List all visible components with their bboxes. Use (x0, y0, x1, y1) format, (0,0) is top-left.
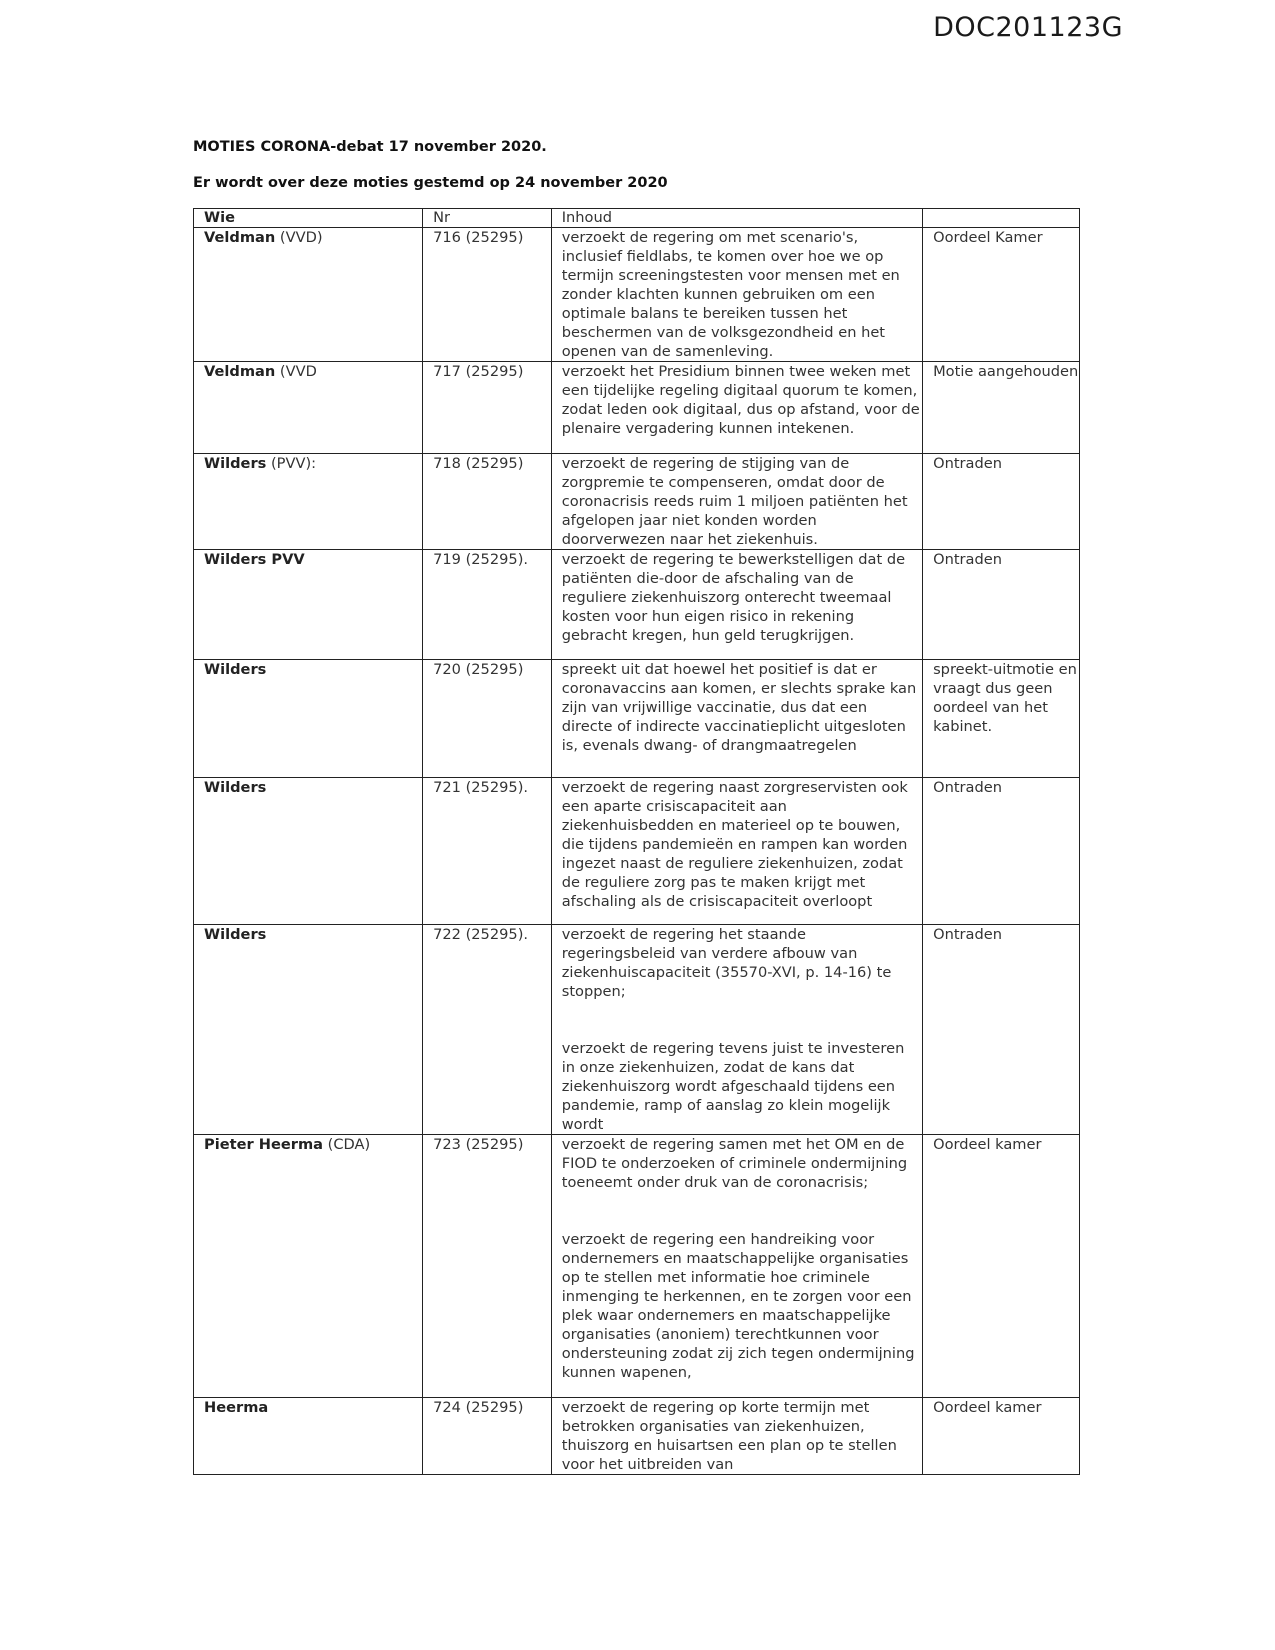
table-row (194, 362, 1080, 454)
header-nr: Nr (423, 209, 552, 228)
member-name: Pieter Heerma (204, 1136, 324, 1153)
motion-text: verzoekt de regering samen met het OM en de FIOD te onderzoeken of criminele ondermijning toeneemt onder druk van de coronacrisis; (561, 1136, 908, 1191)
cell-inhoud (551, 1398, 922, 1475)
member-party: (VVD) (275, 229, 323, 246)
cell-wie (194, 454, 423, 550)
cell-nr: 721 (25295). (423, 778, 552, 925)
cell-nr: 722 (25295). (423, 925, 552, 1135)
table-row (194, 660, 1080, 778)
document-code: DOC201123G (933, 12, 1123, 43)
motion-text-second: verzoekt de regering een handreiking voor ondernemers en maatschappelijke organisaties op te stellen met informatie hoe criminele inmenging te herkennen, en te zorgen voor een plek waar ondernemers en maatschappelijke organisaties (anoniem) terechtkunnen voor ondersteuning zodat zij zich tegen ondermijning kunnen wapenen, (561, 1231, 915, 1381)
motion-text: verzoekt de regering de stijging van de zorgpremie te compenseren, omdat door de coronacrisis reeds ruim 1 miljoen patiënten het afgelopen jaar niet konden worden doorverwezen naar het ziekenhuis. (561, 455, 908, 548)
cell-oordeel: spreekt-uitmotie en vraagt dus geen oordeel van het kabinet. (923, 660, 1080, 778)
cell-oordeel: Motie aangehouden (923, 362, 1080, 454)
cell-nr: 716 (25295) (423, 228, 552, 362)
motion-text: verzoekt de regering het staande regeringsbeleid van verdere afbouw van ziekenhuiscapaciteit (35570-XVI, p. 14-16) te stoppen; (561, 926, 892, 1000)
motion-text-second: verzoekt de regering tevens juist te investeren in onze ziekenhuizen, zodat de kans dat ziekenhuiszorg wordt afgeschaald tijdens een pandemie, ramp of aanslag zo klein mogelijk wordt (561, 1040, 905, 1133)
motion-text: verzoekt de regering om met scenario's, inclusief fieldlabs, te komen over hoe we op termijn screeningstesten voor mensen met en zonder klachten kunnen gebruiken om een optimale balans te bereiken tussen het beschermen van de volksgezondheid en het openen van de samenleving. (561, 229, 900, 360)
cell-inhoud (551, 550, 922, 660)
table-row (194, 925, 1080, 1135)
cell-inhoud (551, 228, 922, 362)
member-name: Veldman (204, 229, 276, 246)
table-row (194, 1398, 1080, 1475)
cell-wie (194, 362, 423, 454)
document-title: MOTIES CORONA-debat 17 november 2020. (193, 139, 547, 155)
table-row (194, 1135, 1080, 1398)
cell-oordeel: Ontraden (923, 925, 1080, 1135)
member-party: (CDA) (323, 1136, 371, 1153)
cell-wie (194, 1135, 423, 1398)
cell-wie (194, 925, 423, 1135)
cell-nr: 720 (25295) (423, 660, 552, 778)
cell-oordeel: Oordeel kamer (923, 1398, 1080, 1475)
cell-inhoud (551, 778, 922, 925)
cell-inhoud (551, 925, 922, 1135)
cell-oordeel: Ontraden (923, 454, 1080, 550)
header-wie: Wie (194, 209, 423, 228)
cell-inhoud (551, 660, 922, 778)
member-name: Wilders (204, 926, 267, 943)
member-name: Wilders PVV (204, 551, 305, 568)
cell-wie (194, 778, 423, 925)
header-oordeel (923, 209, 1080, 228)
member-name: Wilders (204, 779, 267, 796)
member-name: Veldman (204, 363, 276, 380)
cell-oordeel: Oordeel kamer (923, 1135, 1080, 1398)
table-row (194, 454, 1080, 550)
motion-text: verzoekt de regering te bewerkstelligen dat de patiënten die-door de afschaling van de reguliere ziekenhuiszorg onterecht tweemaal kosten voor hun eigen risico in rekening gebracht kregen, hun geld terugkrijgen. (561, 551, 906, 644)
cell-wie (194, 660, 423, 778)
cell-nr: 717 (25295) (423, 362, 552, 454)
table-row (194, 778, 1080, 925)
cell-wie (194, 228, 423, 362)
document-subtitle: Er wordt over deze moties gestemd op 24 november 2020 (193, 175, 668, 191)
member-name: Wilders (204, 455, 267, 472)
cell-wie (194, 550, 423, 660)
member-name: Heerma (204, 1399, 269, 1416)
member-party: (PVV): (266, 455, 317, 472)
motion-text: spreekt uit dat hoewel het positief is dat er coronavaccins aan komen, er slechts sprake kan zijn van vrijwillige vaccinatie, dus dat een directe of indirecte vaccinatieplicht uitgesloten is, evenals dwang- of drangmaatregelen (561, 661, 917, 754)
cell-oordeel: Ontraden (923, 778, 1080, 925)
cell-oordeel: Oordeel Kamer (923, 228, 1080, 362)
motion-text: verzoekt het Presidium binnen twee weken met een tijdelijke regeling digitaal quorum te komen, zodat leden ook digitaal, dus op afstand, voor de plenaire vergadering kunnen intekenen. (561, 363, 920, 437)
member-party: (VVD (275, 363, 317, 380)
header-inhoud: Inhoud (551, 209, 922, 228)
table-row (194, 228, 1080, 362)
cell-inhoud (551, 362, 922, 454)
cell-nr: 723 (25295) (423, 1135, 552, 1398)
cell-inhoud (551, 454, 922, 550)
motions-table (193, 208, 1080, 1475)
member-name: Wilders (204, 661, 267, 678)
cell-wie (194, 1398, 423, 1475)
motion-text: verzoekt de regering naast zorgreservisten ook een aparte crisiscapaciteit aan ziekenhuisbedden en materieel op te bouwen, die tijdens pandemieën en rampen kan worden ingezet naast de reguliere ziekenhuizen, zodat de reguliere zorg pas te maken krijgt met afschaling als de crisiscapaciteit overloopt (561, 779, 908, 910)
cell-inhoud (551, 1135, 922, 1398)
table-header-row (194, 209, 1080, 228)
cell-nr: 724 (25295) (423, 1398, 552, 1475)
cell-oordeel: Ontraden (923, 550, 1080, 660)
cell-nr: 719 (25295). (423, 550, 552, 660)
table-row (194, 550, 1080, 660)
motion-text: verzoekt de regering op korte termijn met betrokken organisaties van ziekenhuizen, thuiszorg en huisartsen een plan op te stellen voor het uitbreiden van (561, 1399, 897, 1473)
cell-nr: 718 (25295) (423, 454, 552, 550)
